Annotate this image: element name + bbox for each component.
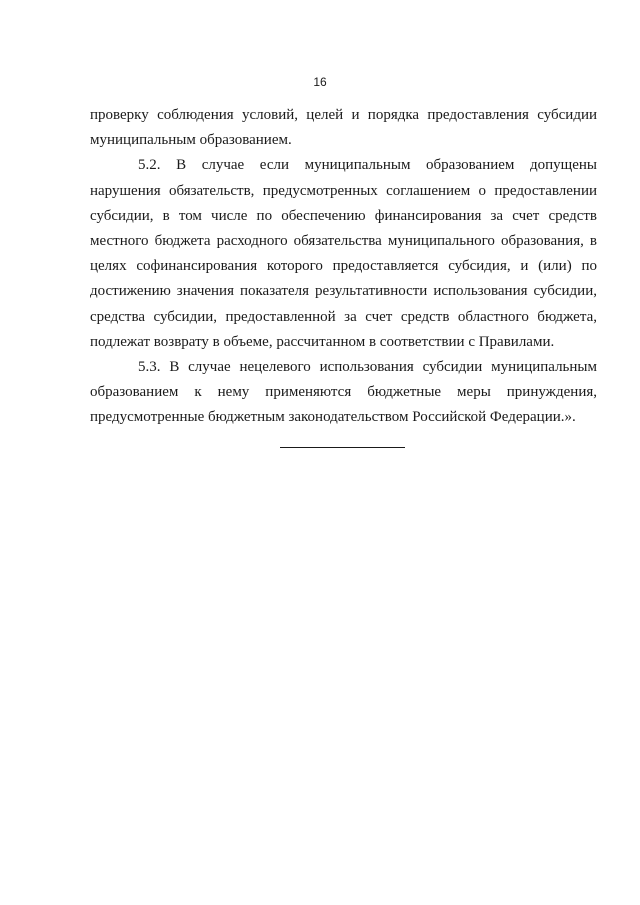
paragraph-5-3: 5.3. В случае нецелевого использования субсидии муниципальным образованием к нему применяются бюджетные меры принуждения, предусмотренные бюджетным законодательством Российской Федерации.».: [90, 359, 597, 426]
closing-line: [280, 447, 405, 448]
paragraph-5-2: 5.2. В случае если муниципальным образованием допущены нарушения обязательств, предусмотренных соглашением о предоставлении субсидии, в том числе по обеспечению финансирования за счет средств местного бюджета расходного обязательства муниципального образования, в целях софинансирования которого предоставляется субсидия, и (или) по достижению значения показателя результативности использования субсидии, средства субсидии, предоставленной за счет средств областного бюджета, подлежат возврату в объеме, рассчитанном в соответствии с Правилами.: [90, 157, 597, 350]
paragraph-continuation: проверку соблюдения условий, целей и порядка предоставления субсидии муниципальным образованием.: [90, 107, 597, 149]
document-body: [90, 103, 597, 431]
page-number: 16: [313, 75, 327, 89]
